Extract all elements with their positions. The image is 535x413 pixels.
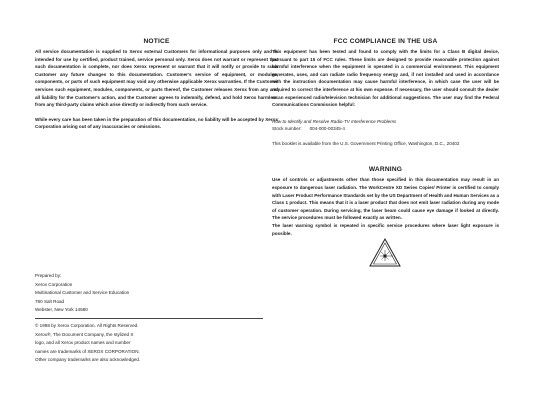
prepared-line: Xerox Corporation bbox=[35, 281, 73, 287]
notice-section bbox=[35, 38, 278, 131]
copyright-line: names are trademarks of XEROX CORPORATION. bbox=[35, 348, 140, 354]
laser-warning-icon-svg bbox=[368, 236, 402, 270]
fcc-paragraph: This equipment has been tested and found to comply with the limits for a Class B digital device, pursuant to part 15 of FCC rules. These limits are designed to provide reasonable protection against harmful interference when the equipment is operated in a commercial environment. This equipment generates, uses, and can radiate radio frequency energy and, if not installed and used in accordance with the instruction documentation may cause harmful interference, in which case the user will be required to correct the interference at his own expense. If necessary, the user should consult the dealer or an experienced radio/television technician for additional suggestions. The user may find the Federal Communications Commission helpful: bbox=[272, 49, 499, 108]
notice-paragraph-2: While every care has been taken in the preparation of this documentation, no liability will be accepted by Xerox Corporation arising out of any inaccuracies or omissions. bbox=[35, 116, 278, 130]
fcc-section bbox=[272, 38, 499, 237]
warning-title: WARNING bbox=[368, 166, 403, 174]
stock-label: Stock number: bbox=[272, 125, 302, 131]
laser-warning-icon bbox=[368, 236, 402, 270]
copyright-line: Other company trademarks are also acknowledged. bbox=[35, 357, 141, 363]
stock-number-row bbox=[272, 125, 499, 132]
warning-paragraph-2: The laser warning symbol is repeated in specific service procedures where laser light exposure is possible. bbox=[272, 222, 499, 236]
stock-value: 004-000-00345-4 bbox=[309, 125, 345, 131]
divider-rule bbox=[35, 318, 263, 319]
prepared-line: 780 Salt Road bbox=[35, 298, 65, 304]
booklet-title: How to Identify and Resolve Radio-TV Interference Problems bbox=[272, 118, 397, 124]
copyright-line: © 1998 by Xerox Corporation. All Rights Reserved. bbox=[35, 323, 139, 328]
prepared-by-block bbox=[35, 272, 265, 315]
prepared-line: Prepared by: bbox=[35, 273, 62, 278]
copyright-line: logo, and all Xerox product names and number bbox=[35, 340, 131, 346]
copyright-block bbox=[35, 322, 265, 365]
copyright-line: Xerox®, The Document Company, the stylized X bbox=[35, 331, 134, 337]
prepared-line: Webster, New York 14580 bbox=[35, 307, 88, 313]
booklet-availability: This booklet is available from the U.S. Government Printing Office, Washington, D.C., 20402 bbox=[272, 141, 460, 147]
notice-paragraph-1: All service documentation is supplied to Xerox external Customers for informational purposes only and is intended for use by certified, product trained, service personal only. Xerox does not warrant or represent that such documentation is complete, nor does Xerox represent or warrant that it will notify or provide to such Customer any future changes to this documentation. Customer's service of equipment, or modules, components, or parts of such equipment may void any otherwise applicable Xerox warranties. If the Customer services such equipment, modules, components, or parts thereof, the Customer releases Xerox from any and all liability for the Customer's action, and the Customer agrees to indemnify, defend, and hold Xerox harmless from any third-party claims which arise directly or indirectly from such service. bbox=[35, 49, 278, 108]
fcc-title: FCC COMPLIANCE IN THE USA bbox=[333, 38, 438, 45]
notice-title: NOTICE bbox=[143, 38, 170, 45]
prepared-line: Multinational Customer and Service Education bbox=[35, 290, 130, 296]
warning-paragraph-1: Use of controls or adjustments other than those specified in this documentation may result in an exposure to dangerous laser radiation. The WorkCentre XD Series Copier/ Printer is certified to comply with Laser Product Performance Standards set by the US Department of Health and Human Services as a Class 1 product. This means that it is a laser product that does not emit laser radiation during any mode of customer operation. During servicing, the laser beam could cause eye damage if looked at directly. The service procedures must be followed exactly as written. bbox=[272, 177, 499, 221]
